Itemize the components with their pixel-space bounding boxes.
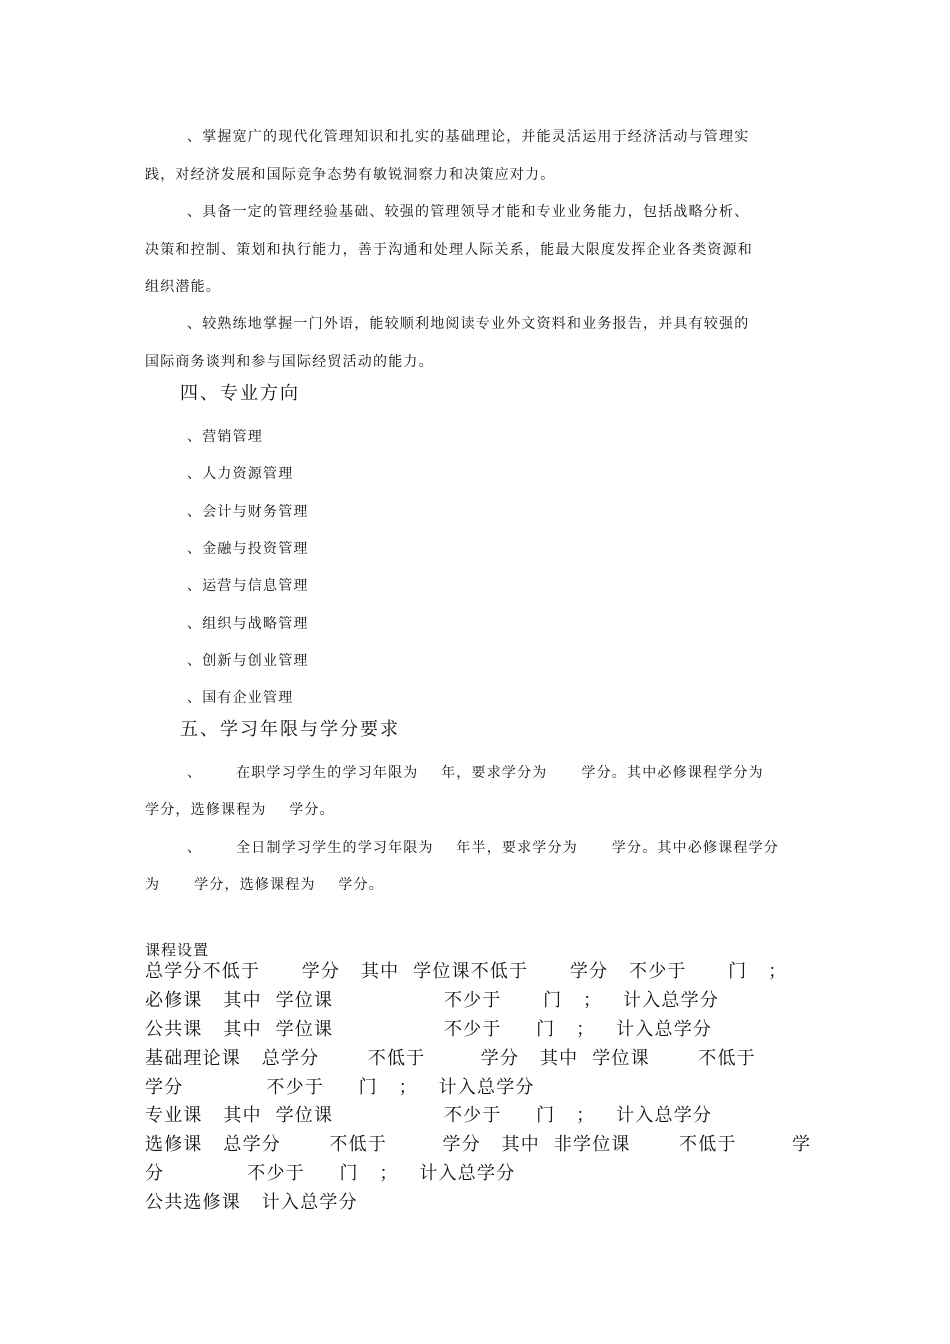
section-heading: 五、学习年限与学分要求 — [180, 719, 400, 740]
paragraph-line: 、掌握宽广的现代化管理知识和扎实的基础理论，并能灵活运用于经济活动与管理实 — [187, 129, 750, 145]
course-line: 公共课 其中 学位课 不少于 门 ； 计入总学分 — [145, 1019, 713, 1040]
course-line: 总学分不低于 学分 其中 学位课不低于 学分 不少于 门 ； — [145, 961, 788, 982]
list-item: 、国有企业管理 — [187, 690, 294, 706]
paragraph-line: 践，对经济发展和国际竞争态势有敏锐洞察力和决策应对力。 — [145, 167, 556, 183]
list-item: 、金融与投资管理 — [187, 541, 309, 557]
paragraph-line: 、具备一定的管理经验基础、较强的管理领导才能和专业业务能力，包括战略分析、 — [187, 204, 750, 220]
paragraph-line: 决策和控制、策划和执行能力，善于沟通和处理人际关系，能最大限度发挥企业各类资源和 — [145, 242, 753, 258]
list-item: 、营销管理 — [187, 429, 263, 445]
paragraph-line: 学分，选修课程为 学分。 — [145, 802, 335, 818]
course-line: 必修课 其中 学位课 不少于 门 ； 计入总学分 — [145, 990, 720, 1011]
paragraph-line: 、 在职学习学生的学习年限为 年，要求学分为 学分。其中必修课程学分为 — [187, 765, 764, 781]
course-line: 学分 不少于 门 ； 计入总学分 — [145, 1077, 535, 1098]
paragraph-line: 、较熟练地掌握一门外语，能较顺利地阅读专业外文资料和业务报告，并具有较强的 — [187, 316, 750, 332]
list-item: 、组织与战略管理 — [187, 616, 309, 632]
list-item: 、运营与信息管理 — [187, 578, 309, 594]
list-item: 、会计与财务管理 — [187, 504, 309, 520]
course-line: 基础理论课 总学分 不低于 学分 其中 学位课 不低于 — [145, 1048, 756, 1069]
paragraph-line: 组织潜能。 — [145, 279, 221, 295]
list-item: 、创新与创业管理 — [187, 653, 309, 669]
paragraph-line: 为 学分，选修课程为 学分。 — [145, 877, 384, 893]
paragraph-line: 国际商务谈判和参与国际经贸活动的能力。 — [145, 354, 434, 370]
section-heading: 四、专业方向 — [180, 383, 300, 404]
course-line: 专业课 其中 学位课 不少于 门 ； 计入总学分 — [145, 1105, 713, 1126]
list-item: 、人力资源管理 — [187, 466, 294, 482]
course-settings-title: 课程设置 — [145, 941, 210, 959]
course-line: 公共选修课 计入总学分 — [145, 1192, 358, 1213]
paragraph-line: 、 全日制学习学生的学习年限为 年半，要求学分为 学分。其中必修课程学分 — [187, 840, 780, 856]
course-line: 分 不少于 门 ； 计入总学分 — [145, 1163, 516, 1184]
course-line: 选修课 总学分 不低于 学分 其中 非学位课 不低于 学 — [145, 1134, 812, 1155]
